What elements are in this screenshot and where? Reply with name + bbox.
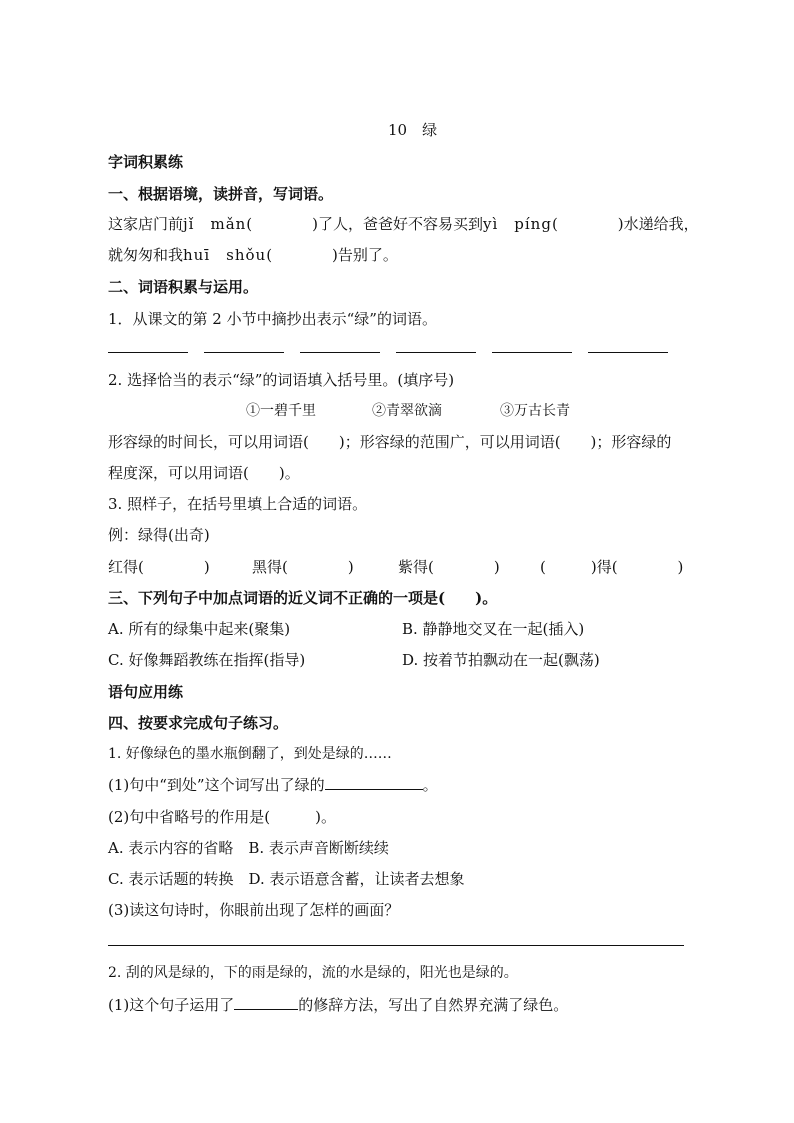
section-title-vocab: 字词积累练 xyxy=(108,153,184,171)
q4-sentence1: 1. 好像绿色的墨水瓶倒翻了，到处是绿的…… xyxy=(108,746,392,762)
q1-heading: 一、根据语境，读拼音，写词语。 xyxy=(108,185,334,203)
answer-blank-1[interactable]: ( )了人，爸爸好不容易买到 xyxy=(246,215,484,233)
pinyin-huishou: huī shǒu xyxy=(183,246,267,264)
q2-paragraph-line2[interactable]: 程度深，可以用词语( )。 xyxy=(108,464,300,482)
section-title-sentence: 语句应用练 xyxy=(108,683,184,701)
q4-1-3: (3)读这句诗时，你眼前出现了怎样的画面？ xyxy=(108,901,400,919)
option-3: ③万古长青 xyxy=(500,403,570,419)
q4-2-1-text: (1)这个句子运用了 xyxy=(108,996,235,1014)
option-1: ①一碧千里 xyxy=(246,403,316,419)
q4-1-2-options-cd[interactable]: C. 表示话题的转换 D. 表示语意含蓄，让读者去想象 xyxy=(108,870,465,888)
q1-text-1: 这家店门前 xyxy=(108,215,184,233)
q1-line2 xyxy=(108,245,398,265)
q4-heading: 四、按要求完成句子练习。 xyxy=(108,714,289,732)
q3-option-a[interactable]: A. 所有的绿集中起来(聚集) xyxy=(108,620,291,638)
answer-blank-3[interactable]: ( )告别了。 xyxy=(266,246,398,264)
q3-option-c[interactable]: C. 好像舞蹈教练在指挥(指导) xyxy=(108,651,306,669)
q4-1-1-text: (1)句中“到处”这个词写出了绿的 xyxy=(108,776,325,794)
answer-line-6[interactable] xyxy=(588,352,668,353)
q4-sentence2: 2. 刮的风是绿的，下的雨是绿的，流的水是绿的，阳光也是绿的。 xyxy=(108,965,518,981)
q3-option-b[interactable]: B. 静静地交叉在一起(插入) xyxy=(402,620,585,638)
fill-purple[interactable]: 紫得( ) xyxy=(398,558,500,576)
answer-blank-2[interactable]: ( )水递给我， xyxy=(551,215,699,233)
q4-1-2[interactable]: (2)句中省略号的作用是( )。 xyxy=(108,808,336,826)
q4-1-1 xyxy=(108,775,438,795)
fill-black[interactable]: 黑得( ) xyxy=(252,558,354,576)
q1-line1 xyxy=(108,214,699,234)
example-line: 例：绿得(出奇) xyxy=(108,526,210,544)
answer-line-5[interactable] xyxy=(492,352,572,353)
q3-heading: 三、下列句子中加点词语的近义词不正确的一项是( )。 xyxy=(108,589,498,607)
answer-line-2[interactable] xyxy=(204,352,284,353)
answer-line-3[interactable] xyxy=(300,352,380,353)
answer-line-1[interactable] xyxy=(108,352,188,353)
fill-red[interactable]: 红得( ) xyxy=(108,558,210,576)
answer-blank-rhetoric[interactable] xyxy=(234,995,298,1010)
q4-1-2-options-ab[interactable]: A. 表示内容的省略 B. 表示声音断断续续 xyxy=(108,839,389,857)
option-2: ②青翠欲滴 xyxy=(372,403,442,419)
q2-paragraph-line1[interactable]: 形容绿的时间长，可以用词语( )；形容绿的范围广，可以用词语( )；形容绿的 xyxy=(108,433,672,451)
q1-text-2: 就匆匆和我 xyxy=(108,246,184,264)
q4-2-1 xyxy=(108,995,568,1015)
answer-line-picture[interactable] xyxy=(108,945,684,946)
q4-1-1-end: 。 xyxy=(422,776,438,794)
q2-heading: 二、词语积累与运用。 xyxy=(108,278,259,296)
q2-sub3: 3. 照样子，在括号里填上合适的词语。 xyxy=(108,495,368,513)
q3-option-d[interactable]: D. 按着节拍飘动在一起(飘荡) xyxy=(402,651,600,669)
q2-sub2: 2. 选择恰当的表示“绿”的词语填入括号里。(填序号) xyxy=(108,371,455,389)
q4-2-1-end: 的修辞方法，写出了自然界充满了绿色。 xyxy=(298,996,569,1014)
q2-sub1: 1．从课文的第 2 小节中摘抄出表示“绿”的词语。 xyxy=(108,310,437,328)
answer-blank-feature[interactable] xyxy=(325,775,423,790)
pinyin-jiman: jǐ mǎn xyxy=(183,215,247,233)
pinyin-yiping: yì píng xyxy=(483,215,552,233)
page-title: 10 绿 xyxy=(388,121,438,139)
fill-custom[interactable]: ( )得( ) xyxy=(540,558,684,576)
answer-line-4[interactable] xyxy=(396,352,476,353)
